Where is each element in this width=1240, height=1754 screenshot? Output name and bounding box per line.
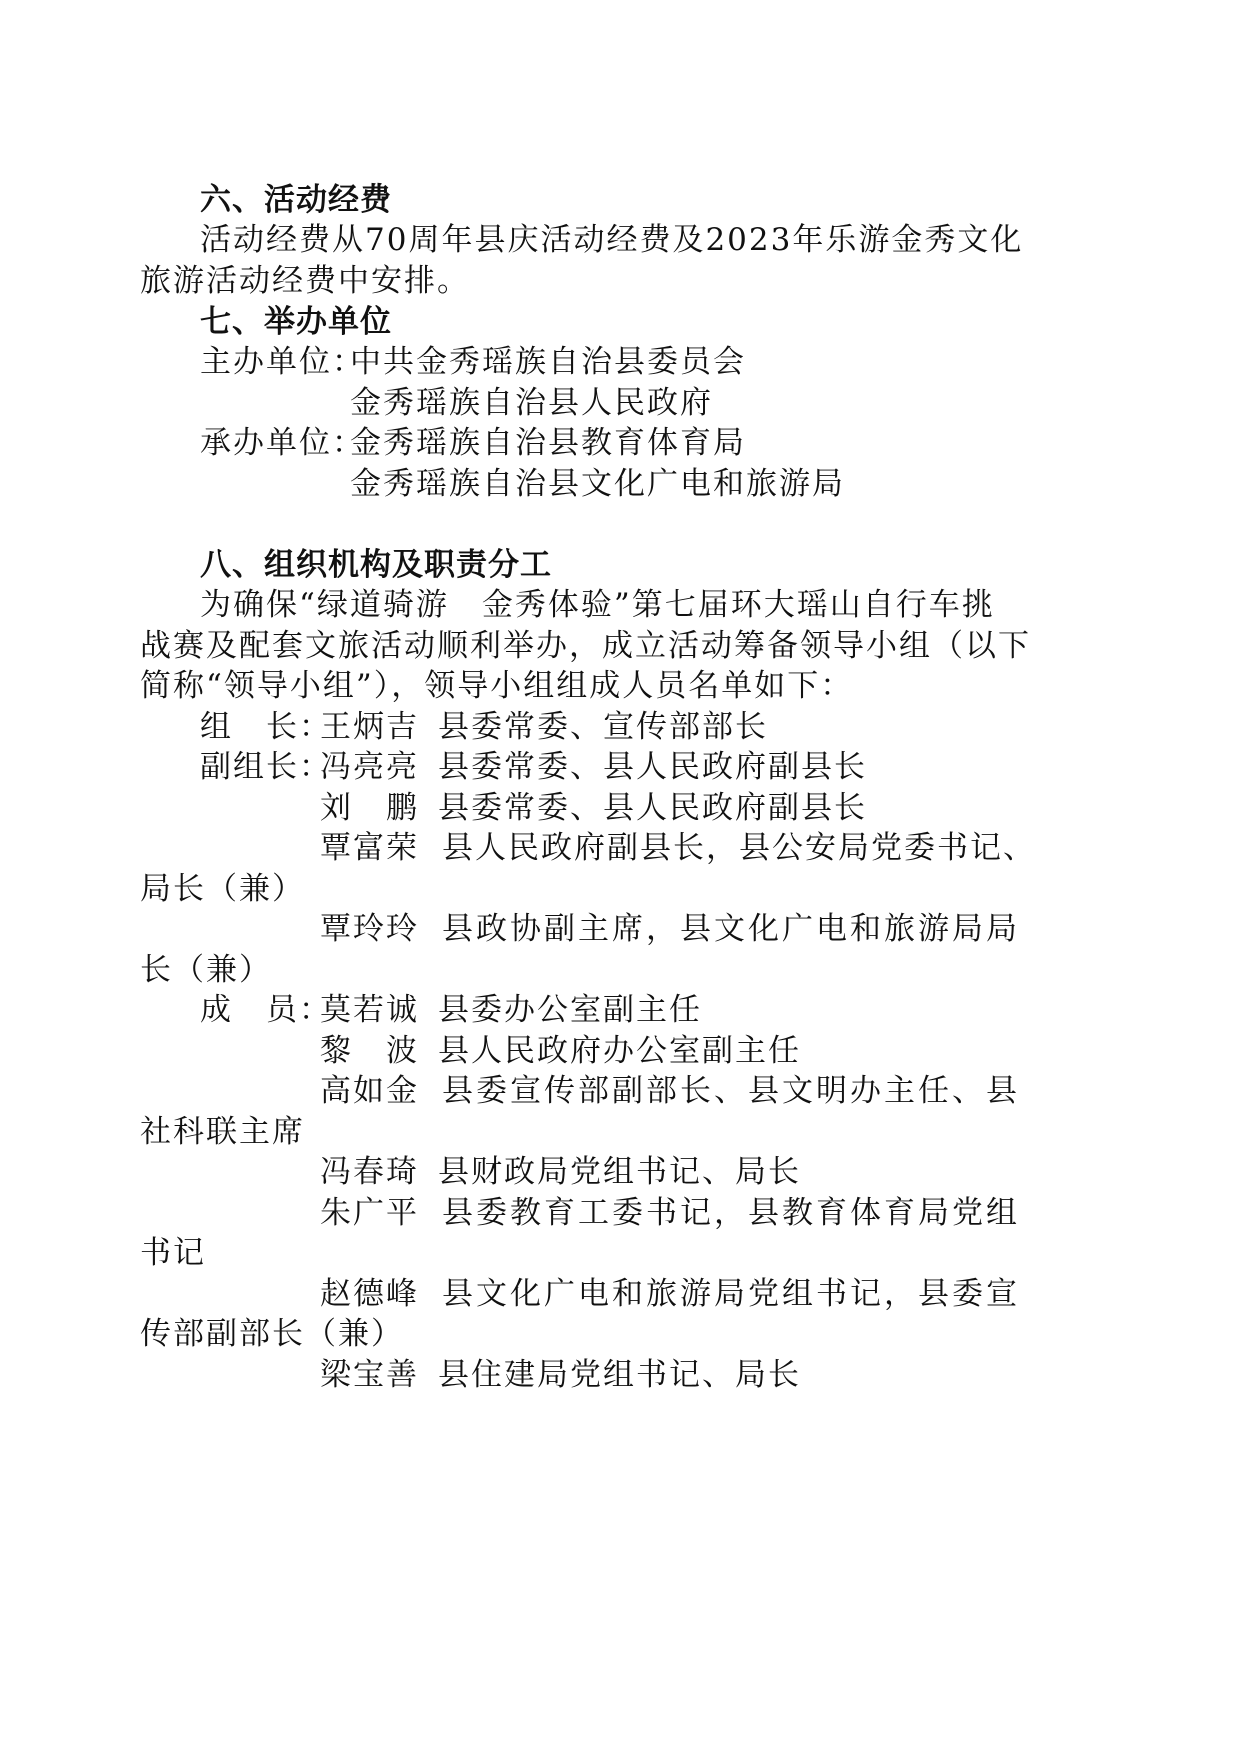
section8-paragraph-line-2: 战赛及配套文旅活动顺利举办，成立活动筹备领导小组（以下 [140,628,1031,664]
member-title: 县住建局党组书记、局长 [438,1357,801,1393]
section8-heading: 八、组织机构及职责分工 [200,547,552,583]
organizer-unit-2: 金秀瑶族自治县文化广电和旅游局 [350,466,845,502]
leader-name: 王炳吉 [320,709,419,745]
member-title: 县委办公室副主任 [438,992,702,1028]
member-title: 县委教育工委书记，县教育体育局党组 [442,1195,1020,1231]
member-title: 县委宣传部副部长、县文明办主任、县 [442,1073,1020,1109]
section8-paragraph-line-3: 简称“领导小组”），领导小组组成人员名单如下： [140,668,854,704]
host-unit-2: 金秀瑶族自治县人民政府 [350,385,713,421]
host-label: 主办单位： [200,344,365,380]
deputy-title-continued: 局长（兼） [140,871,305,907]
member-title: 县财政局党组书记、局长 [438,1154,801,1190]
member-title: 县文化广电和旅游局党组书记，县委宣 [442,1276,1020,1312]
member-title: 县人民政府办公室副主任 [438,1033,801,1069]
deputy-title: 县委常委、县人民政府副县长 [438,749,867,785]
section8-paragraph-line-1: 为确保“绿道骑游 金秀体验”第七届环大瑶山自行车挑 [200,587,995,623]
member-name: 冯春琦 [320,1154,419,1190]
deputy-title: 县人民政府副县长，县公安局党委书记、 [442,830,1036,866]
deputy-name: 覃玲玲 [320,911,419,947]
member-title-continued: 书记 [140,1235,206,1271]
deputy-label: 副组长： [200,749,332,785]
member-name: 黎 波 [320,1033,419,1069]
member-title-continued: 传部副部长（兼） [140,1316,404,1352]
deputy-name: 冯亮亮 [320,749,419,785]
deputy-title: 县委常委、县人民政府副县长 [438,790,867,826]
deputy-name: 刘 鹏 [320,790,419,826]
section6-paragraph-line-2: 旅游活动经费中安排。 [140,263,470,299]
organizer-unit-1: 金秀瑶族自治县教育体育局 [350,425,746,461]
member-name: 梁宝善 [320,1357,419,1393]
section6-paragraph-line-1: 活动经费从70周年县庆活动经费及2023年乐游金秀文化 [200,222,1024,258]
deputy-name: 覃富荣 [320,830,419,866]
member-name: 朱广平 [320,1195,419,1231]
section6-heading: 六、活动经费 [200,182,392,218]
leader-label: 组 长： [200,709,332,745]
organizer-label: 承办单位： [200,425,365,461]
deputy-title: 县政协副主席，县文化广电和旅游局局 [442,911,1020,947]
member-name: 高如金 [320,1073,419,1109]
member-name: 赵德峰 [320,1276,419,1312]
section7-heading: 七、举办单位 [200,304,392,340]
host-unit-1: 中共金秀瑶族自治县委员会 [350,344,746,380]
member-label: 成 员： [200,992,332,1028]
member-title-continued: 社科联主席 [140,1114,305,1150]
member-name: 莫若诚 [320,992,419,1028]
deputy-title-continued: 长（兼） [140,952,272,988]
leader-title: 县委常委、宣传部部长 [438,709,768,745]
